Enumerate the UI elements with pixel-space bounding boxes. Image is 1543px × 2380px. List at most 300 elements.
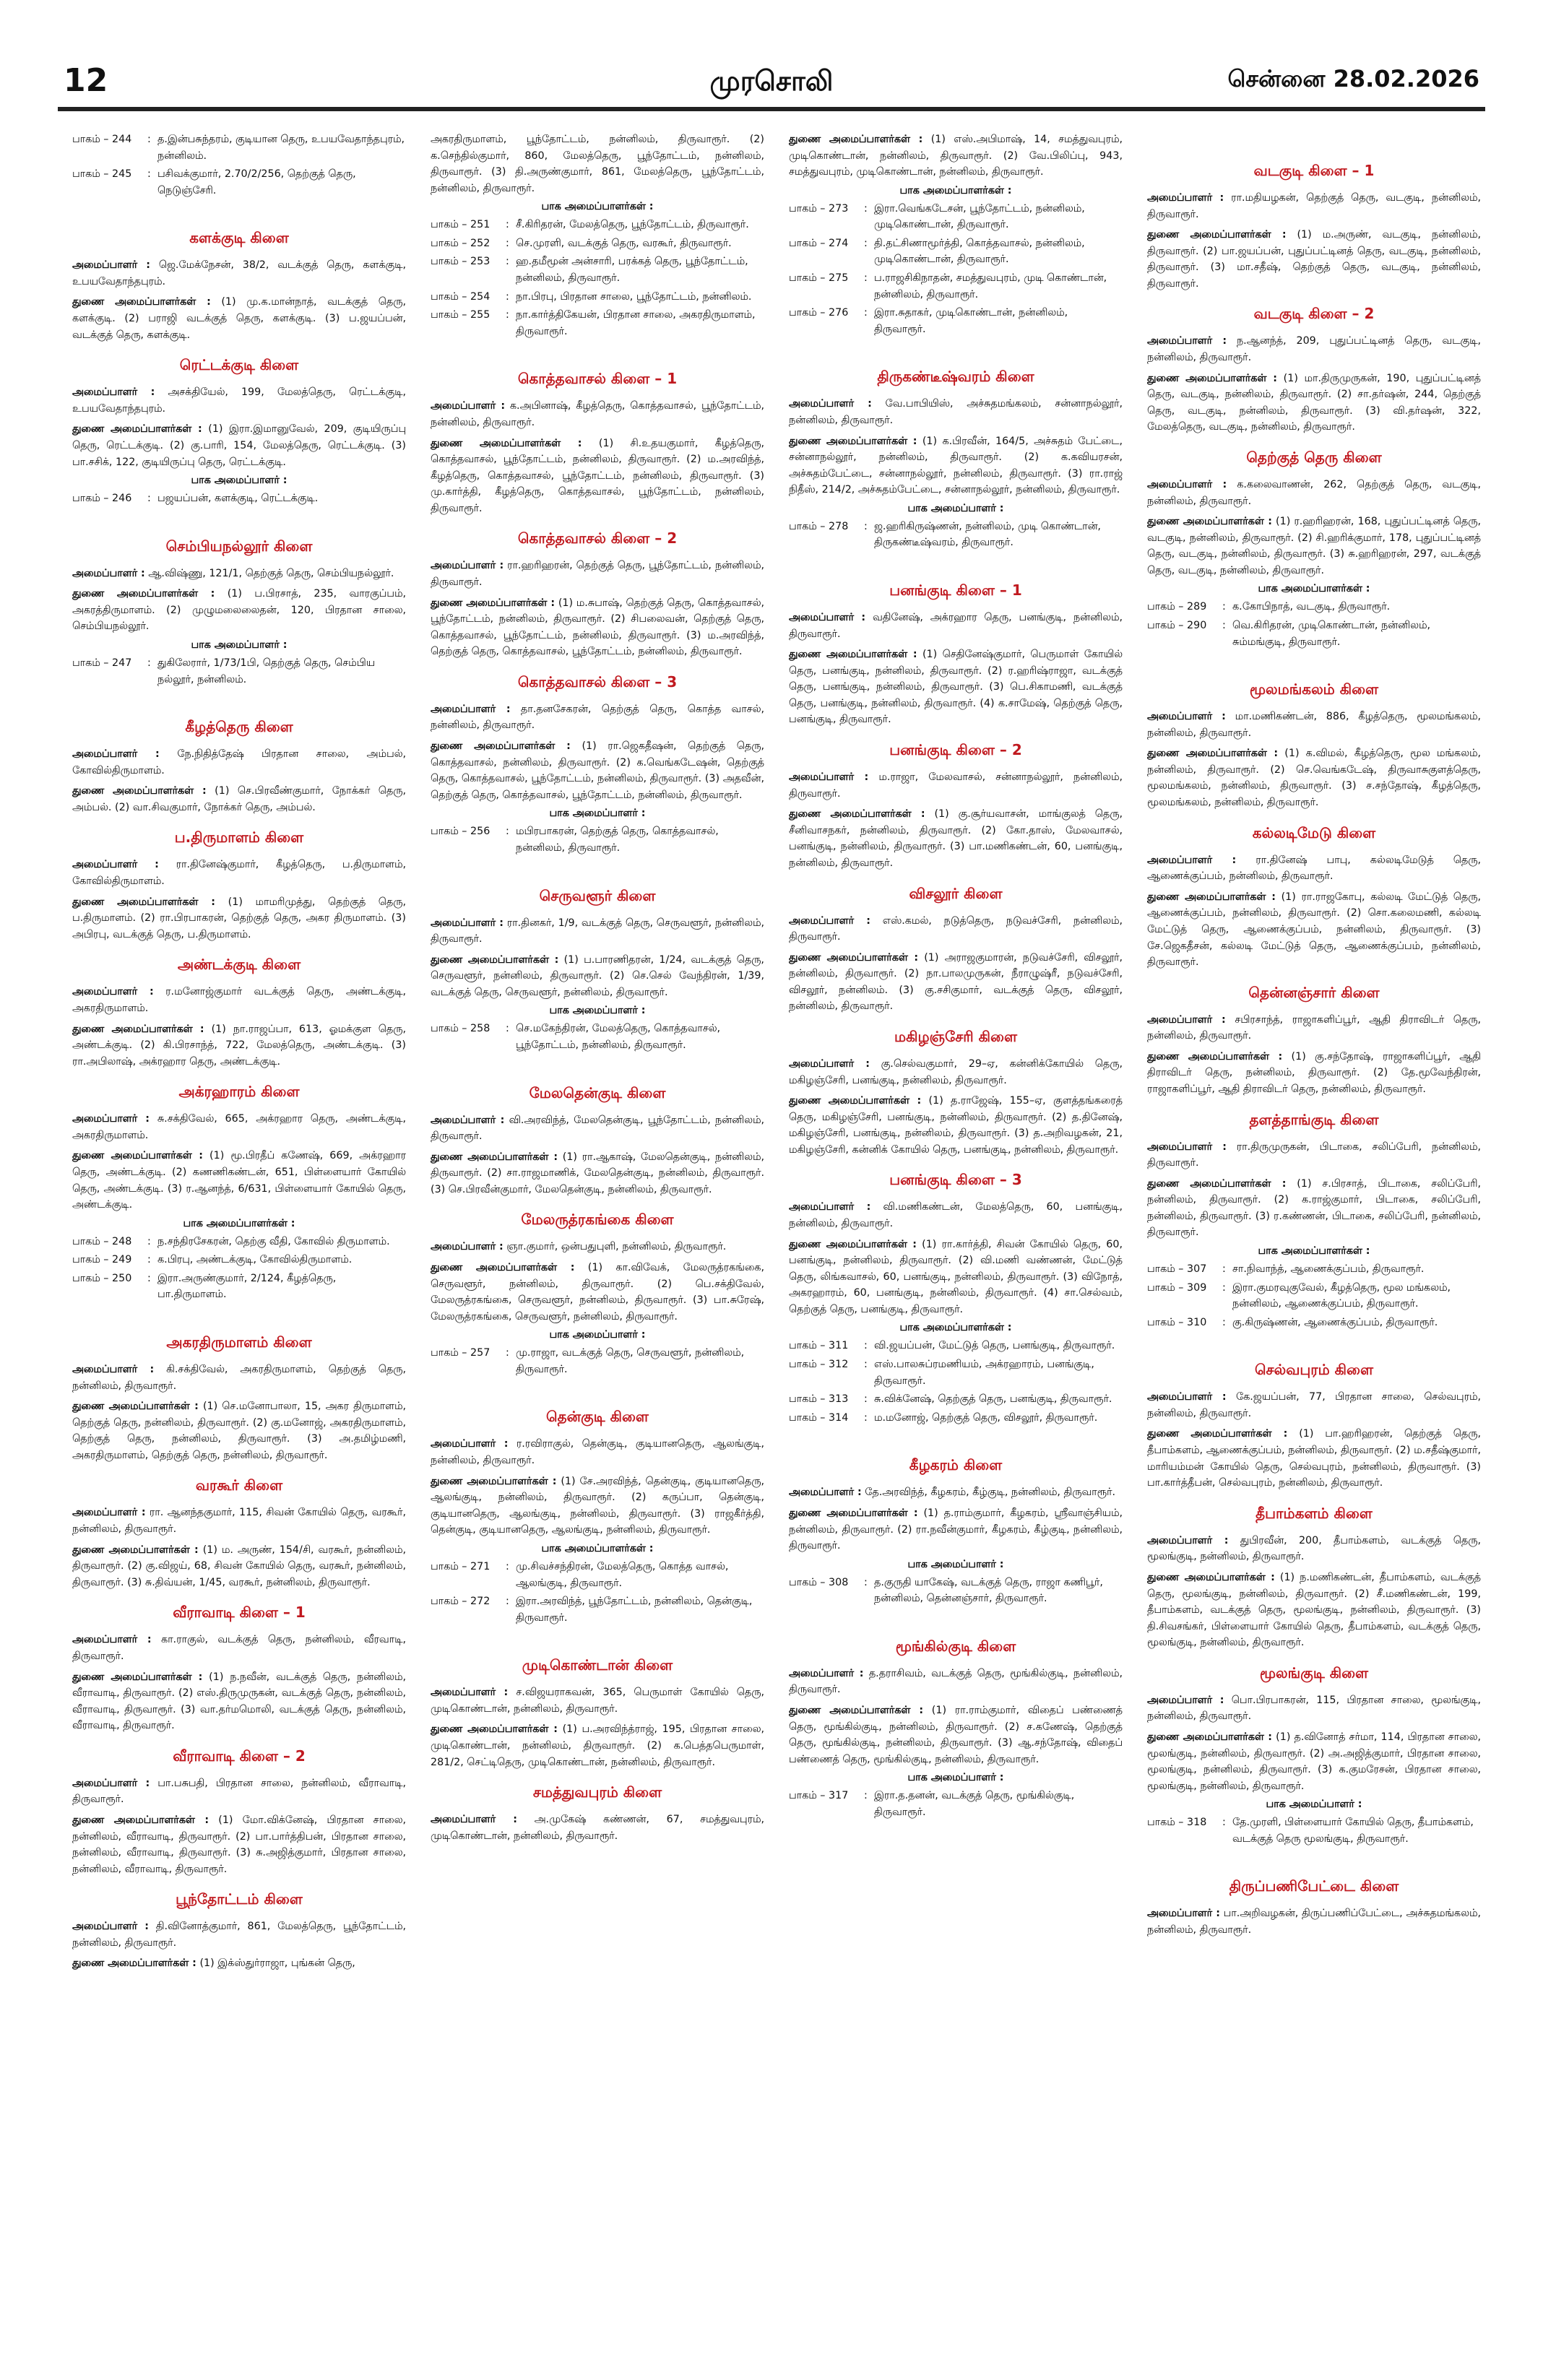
role-label: துணை அமைப்பாளர்கள் :	[431, 1723, 558, 1736]
booth-number: பாகம் – 308	[789, 1576, 849, 1588]
branch-section	[789, 1028, 1123, 1158]
role-label: அமைப்பாளர் :	[789, 611, 866, 623]
entry-text: (1) அராஜகுமாரன், நடுவச்சேரி, விசலூர், நன்னிலம், திருவாரூர். (2) நா.பாலமுருகன், நீராழுஷ்ரீ, நடுவச்சேரி, விசலூர், நன்னிலம். (3) கு.சசிகுமார், வடக்குத் தெரு, விசலூர், நன்னிலம், திருவாரூர்.	[789, 951, 1123, 1013]
separator: :	[864, 1340, 868, 1352]
branch-section	[72, 356, 406, 506]
office-bearer-entry	[431, 738, 764, 803]
entry-text: ரா.ஹரிஹரன், தெற்குத் தெரு, பூந்தோட்டம், நன்னிலம், திருவாரூர்.	[431, 560, 764, 588]
entry-text: கா.ராகுல், வடக்குத் தெரு, நன்னிலம், வீரவாடி, திருவாரூர்.	[72, 1634, 406, 1662]
booth-entry	[789, 201, 1123, 233]
booth-number: பாகம் – 254	[431, 290, 490, 303]
office-bearer-entry	[72, 1632, 406, 1664]
booth-number: பாகம் – 250	[72, 1272, 132, 1284]
booth-agent: இரா.அரவிந்த், பூந்தோட்டம், நன்னிலம், தென்குடி, திருவாரூர்.	[516, 1596, 753, 1624]
separator: :	[1222, 1281, 1226, 1294]
role-label: துணை அமைப்பாளர்கள் :	[789, 1238, 917, 1250]
booth-agent: வி.ஜயப்பன், மேட்டுத் தெரு, பனங்குடி, திருவாரூர்.	[874, 1340, 1115, 1352]
separator: :	[147, 134, 151, 145]
booth-number: பாகம் – 317	[789, 1790, 849, 1802]
sub-heading: பாக அமைப்பாளர் :	[549, 1329, 646, 1341]
branch-title: பனங்குடி கிளை – 1	[889, 581, 1022, 599]
branch-section	[72, 1333, 406, 1463]
entry-text: (1) கு.சந்தோஷ், ராஜாகளிப்பூர், ஆதி திராவிடர் தெரு, நன்னிலம், திருவாரூர். (2) தே.மூவேந்திரன், ராஜாகளிப்பூர், ஆதி திராவிடர் தெரு, நன்னிலம், திருவாரூர்.	[1147, 1050, 1481, 1095]
role-label: துணை அமைப்பாளர்கள் :	[1147, 1731, 1273, 1743]
separator: :	[506, 237, 509, 249]
role-label: அமைப்பாளர் :	[431, 1814, 517, 1826]
entry-text: (1) ப.அரவிந்த்ராஜ், 195, பிரதான சாலை, முடிகொண்டான், நன்னிலம், திருவாரூர். (2) க.பெத்தபெருமாள், 281/2, செட்டிதெரு, முடிகொண்டான், நன்னிலம், திருவாரூர்.	[431, 1723, 764, 1768]
booth-number: பாகம் – 278	[789, 520, 849, 532]
booth-agent: வெ.கிரிதரன், முடிகொண்டான், நன்னிலம், சும்மங்குடி, திருவாரூர்.	[1232, 619, 1431, 648]
separator: :	[864, 237, 868, 249]
branch-section	[431, 1084, 764, 1198]
entry-text: ர.ரவிராகுல், தென்குடி, குடியானதெரு, ஆலங்குடி, நன்னிலம், திருவாரூர்.	[431, 1438, 764, 1467]
office-bearer-entry	[1147, 477, 1481, 509]
office-bearer-entry	[1147, 1176, 1481, 1241]
office-bearer-entry	[789, 806, 1123, 871]
separator: :	[506, 309, 509, 321]
booth-entry	[789, 270, 1123, 303]
role-label: அமைப்பாளர் :	[789, 1667, 864, 1679]
entry-text: ச.விஜயராகவன், 365, பெருமாள் கோயில் தெரு, முடிகொண்டான், நன்னிலம், திருவாரூர்.	[431, 1687, 764, 1715]
booth-agent: செ.மகேந்திரன், மேலத்தெரு, கொத்தவாசல், பூந்தோட்டம், நன்னிலம், திருவாரூர்.	[516, 1023, 721, 1051]
office-bearer-entry	[789, 769, 1123, 802]
booth-agent: எஸ்.பாலசுப்ரமணியம், அக்ரஹாரம், பனங்குடி, திருவாரூர்.	[874, 1359, 1094, 1387]
entry-text: (1) ரா.ராம்குமார், விதைப் பண்ணைத் தெரு, மூங்கில்குடி, நன்னிலம், திருவாரூர். (2) ச.கணேஷ், தெற்குத் தெரு, மூங்கில்குடி, நன்னிலம், திருவாரூர். (3) ஆ.சந்தோஷ், விதைப் பண்ணைத் தெரு, மூங்கில்குடி, நன்னிலம், திருவாரூர்.	[789, 1705, 1123, 1765]
office-bearer-entry	[789, 1702, 1123, 1767]
separator: :	[147, 1272, 151, 1284]
booth-number: பாகம் – 245	[72, 168, 132, 181]
office-bearer-entry	[1147, 1012, 1481, 1044]
office-bearer-entry	[431, 1721, 764, 1770]
separator: :	[864, 1393, 868, 1406]
booth-number: பாகம் – 247	[72, 657, 132, 669]
role-label: அமைப்பாளர் :	[1147, 192, 1224, 204]
booth-number: பாகம் – 309	[1147, 1281, 1207, 1294]
role-label: அமைப்பாளர் :	[72, 567, 145, 579]
separator: :	[506, 256, 509, 268]
separator: :	[864, 1359, 868, 1371]
office-bearer-entry	[72, 894, 406, 943]
booth-entry	[431, 1021, 764, 1053]
office-bearer-entry	[72, 586, 406, 635]
branch-title: மூங்கில்குடி கிளை	[895, 1637, 1016, 1655]
entry-text: த.தராசிவம், வடக்குத் தெரு, மூங்கில்குடி, நன்னிலம், திருவாரூர்.	[789, 1667, 1123, 1696]
office-bearer-entry	[431, 1239, 764, 1255]
office-bearer-entry	[431, 398, 764, 430]
entry-text: சு.சக்திவேல், 665, அக்ரஹார தெரு, அண்டக்குடி, அகரதிருமாளம்.	[72, 1113, 406, 1141]
entry-text: (1) மு.க.மான்நாத், வடக்குத் தெரு, களக்குடி. (2) பராஜி வடக்குத் தெரு, களக்குடி. (3) ப.ஜயப்பன், வடக்குத் தெரு, களக்குடி.	[72, 296, 406, 341]
entry-text: ரா.தினேஷ் பாபு, கல்லடிமேடுத் தெரு, ஆணைக்குப்பம், நன்னிலம், திருவாரூர்.	[1147, 854, 1481, 883]
branch-title: பூந்தோட்டம் கிளை	[176, 1890, 303, 1908]
booth-entry	[1147, 1261, 1481, 1278]
branch-section	[1147, 1361, 1481, 1491]
branch-title: தளத்தாங்குடி கிளை	[1249, 1110, 1379, 1128]
branch-section	[789, 368, 1123, 551]
role-label: துணை அமைப்பாளர்கள் :	[1147, 372, 1278, 384]
branch-title: கொத்தவாசல் கிளை – 2	[517, 529, 678, 548]
role-label: துணை அமைப்பாளர்கள் :	[72, 1150, 203, 1162]
booth-entry	[431, 235, 764, 252]
booth-entry	[1147, 1280, 1481, 1312]
branch-section	[72, 718, 406, 815]
separator: :	[864, 307, 868, 319]
booth-number: பாகம் – 273	[789, 202, 849, 215]
booth-entry	[1147, 1315, 1481, 1331]
booth-entry	[789, 305, 1123, 337]
entry-text: ரா. ஆனந்தகுமார், 115, சிவன் கோயில் தெரு, வரகூர், நன்னிலம், திருவாரூர்.	[72, 1507, 406, 1536]
office-bearer-entry	[789, 1056, 1123, 1089]
separator: :	[147, 168, 151, 181]
booth-agent: இரா.த.தனன், வடக்குத் தெரு, மூங்கில்குடி, திருவாரூர்.	[874, 1790, 1075, 1818]
office-bearer-entry	[431, 1112, 764, 1145]
branch-section	[1147, 1505, 1481, 1651]
sub-heading: பாக அமைப்பாளர் :	[549, 808, 646, 820]
role-label: அமைப்பாளர் :	[789, 914, 870, 927]
booth-number: பாகம் – 244	[72, 134, 132, 145]
entry-text: (1) ச.பிரசாத், பிடாகை, சலிப்பேரி, நன்னிலம், திருவாரூர். (2) க.ராஜ்குமார், பிடாகை, சலிப்பேரி, நன்னிலம், திருவாரூர். (3) ர.கண்ணன், பிடாகை, சலிப்பேரி, நன்னிலம், திருவாரூர்.	[1147, 1177, 1481, 1239]
booth-entry	[789, 1575, 1123, 1607]
branch-title: அண்டக்குடி கிளை	[177, 956, 301, 974]
booth-entry	[789, 1410, 1123, 1427]
branch-section	[72, 1476, 406, 1591]
column-3	[789, 131, 1123, 2356]
role-label: துணை அமைப்பாளர்கள் :	[72, 896, 216, 908]
branch-title: மூலமங்கலம் கிளை	[1249, 680, 1379, 698]
role-label: துணை அமைப்பாளர்கள் :	[431, 1262, 575, 1274]
office-bearer-entry	[72, 257, 406, 290]
booth-entry	[1147, 1814, 1481, 1847]
entry-text: சபிரசாந்த், ராஜாகளிப்பூர், ஆதி திராவிடர் தெரு, நன்னிலம், திருவாரூர்.	[1147, 1013, 1481, 1042]
branch-section	[1147, 1111, 1481, 1331]
office-bearer-entry	[789, 1484, 1123, 1501]
branch-section	[72, 229, 406, 343]
branch-title: கொத்தவாசல் கிளை – 3	[517, 672, 678, 691]
entry-continuation: அகரதிருமாளம், பூந்தோட்டம், நன்னிலம், திருவாரூர். (2) க.செந்தில்குமார், 860, மேலத்தெரு, பூந்தோட்டம், நன்னிலம், திருவாரூர். (3) தி.அருண்குமார், 861, மேலத்தெரு, பூந்தோட்டம், நன்னிலம், திருவாரூர்.	[431, 134, 764, 194]
booth-entry	[72, 1271, 406, 1303]
entry-text: க.கலைவாணன், 262, தெற்குத் தெரு, வடகுடி, நன்னிலம், திருவாரூர்.	[1147, 478, 1481, 507]
booth-entry	[431, 217, 764, 233]
booth-number: பாகம் – 246	[72, 493, 132, 505]
branch-title: மேலருத்ரகங்கை கிளை	[521, 1211, 674, 1229]
branch-section	[789, 741, 1123, 871]
office-bearer-entry	[72, 1021, 406, 1070]
office-bearer-entry	[1147, 1533, 1481, 1565]
booth-agent: மபிரபாகரன், தெற்குத் தெரு, கொத்தவாசல், நன்னிலம், திருவாரூர்.	[516, 826, 719, 854]
office-bearer-entry	[1147, 1692, 1481, 1725]
role-label: துணை அமைப்பாளர்கள் :	[789, 1507, 918, 1519]
office-bearer-entry	[431, 1149, 764, 1198]
booth-entry	[72, 1252, 406, 1268]
role-label: துணை அமைப்பாளர்கள் :	[431, 953, 559, 966]
branch-section	[431, 1656, 764, 1770]
role-label: அமைப்பாளர் :	[1147, 1908, 1220, 1920]
booth-number: பாகம் – 275	[789, 272, 849, 285]
branch-title: தென்னஞ்சார் கிளை	[1248, 983, 1380, 1001]
separator: :	[506, 219, 509, 231]
separator: :	[506, 1596, 509, 1608]
entry-text: (1) ரா.ஆகாஷ், மேலதென்குடி, நன்னிலம், திருவாரூர். (2) சா.ராஜமாணிக், மேலதென்குடி, நன்னிலம், திருவாரூர். (3) செ.பிரவீன்குமார், மேலதென்குடி, நன்னிலம், திருவாரூர்.	[431, 1151, 764, 1195]
sub-heading: பாக அமைப்பாளர்கள் :	[899, 1322, 1012, 1334]
office-bearer-entry	[72, 294, 406, 343]
role-label: துணை அமைப்பாளர்கள் :	[789, 1705, 924, 1716]
office-bearer-entry	[72, 421, 406, 470]
office-bearer-entry	[789, 1237, 1123, 1318]
role-label: துணை அமைப்பாளர்கள் :	[789, 808, 925, 821]
entry-text: தி.வினோத்குமார், 861, மேலத்தெரு, பூந்தோட்டம், நன்னிலம், திருவாரூர்.	[72, 1921, 406, 1949]
role-label: அமைப்பாளர் :	[431, 1687, 509, 1699]
role-label: அமைப்பாளர் :	[1147, 1013, 1226, 1026]
office-bearer-entry	[1147, 889, 1481, 971]
role-label: அமைப்பாளர் :	[1147, 478, 1227, 490]
branch-title: மேலதென்குடி கிளை	[529, 1083, 666, 1102]
branch-title: செருவளூர் கிளை	[539, 886, 656, 904]
role-label: அமைப்பாளர் :	[72, 1777, 150, 1789]
entry-text: ர.மனோஜ்குமார் வடக்குத் தெரு, அண்டக்குடி, அகரதிருமாளம்.	[72, 986, 406, 1014]
branch-section	[789, 581, 1123, 728]
role-label: துணை அமைப்பாளர்கள் :	[72, 1671, 203, 1683]
branch-section	[431, 673, 764, 857]
booth-number: பாகம் – 307	[1147, 1263, 1207, 1276]
entry-text: அசக்தியேல், 199, மேலத்தெரு, ரெட்டக்குடி, உபயவேதாந்தபுரம்.	[72, 386, 406, 415]
role-label: அமைப்பாளர் :	[431, 1114, 505, 1126]
separator: :	[147, 1235, 151, 1247]
booth-entry	[72, 655, 406, 688]
branch-title: தீபாம்களம் கிளை	[1255, 1504, 1373, 1522]
booth-agent: பஜயப்பன், களக்குடி, ரெட்டக்குடி.	[157, 493, 319, 505]
branch-title: வீராவாடி கிளை – 1	[173, 1604, 306, 1622]
booth-number: பாகம் – 258	[431, 1023, 490, 1035]
role-label: துணை அமைப்பாளர்கள் :	[431, 597, 556, 609]
booth-entry	[72, 131, 406, 164]
role-label: அமைப்பாளர் :	[1147, 335, 1227, 347]
entry-text: பொ.பிரபாகரன், 115, பிரதான சாலை, மூலங்குடி, நன்னிலம், திருவாரூர்.	[1147, 1694, 1481, 1723]
booth-number: பாகம் – 310	[1147, 1316, 1207, 1328]
booth-agent: சீ.கிரிதரன், மேலத்தெரு, பூந்தோட்டம், திருவாரூர்.	[516, 219, 749, 231]
booth-entry	[789, 1391, 1123, 1408]
office-bearer-entry	[431, 1474, 764, 1539]
office-bearer-entry	[789, 646, 1123, 728]
office-bearer-entry	[1147, 371, 1481, 436]
entry-text: துபிரவீன், 200, தீபாம்களம், வடக்குத் தெரு, மூலங்குடி, நன்னிலம், திருவாரூர்.	[1147, 1534, 1481, 1563]
entry-text: (1) ப.பாரணிதரன், 1/24, வடக்குத் தெரு, செருவளூர், நன்னிலம், திருவாரூர். (2) செ.செல் வேந்திரன், 1/39, வடக்குத் தெரு, செருவளூர், நன்னிலம், திருவாரூர்.	[431, 953, 764, 998]
sub-heading: பாக அமைப்பாளர் :	[191, 639, 288, 651]
sub-heading: பாக அமைப்பாளர் :	[1266, 1799, 1362, 1811]
office-bearer-entry	[431, 1436, 764, 1468]
branch-title: மூலங்குடி கிளை	[1259, 1663, 1369, 1682]
branch-title: ரெட்டக்குடி கிளை	[179, 356, 299, 374]
booth-entry	[431, 289, 764, 306]
entry-text: கி.சக்திவேல், அகரதிருமாளம், தெற்குத் தெரு, நன்னிலம், திருவாரூர்.	[72, 1364, 406, 1392]
sub-heading: பாக அமைப்பாளர்கள் :	[541, 201, 654, 213]
branch-title: திருப்பணிபேட்டை கிளை	[1229, 1877, 1399, 1895]
role-label: அமைப்பாளர் :	[431, 917, 503, 929]
separator: :	[147, 657, 151, 669]
role-label: துணை அமைப்பாளர்கள் :	[1147, 1177, 1287, 1190]
column-4	[1147, 131, 1481, 2356]
booth-agent: செ.முரளி, வடக்குத் தெரு, வரகூர், திருவாரூர்.	[516, 237, 732, 249]
office-bearer-entry	[1147, 1426, 1481, 1491]
entry-text: (1) ம.அருண், வடகுடி, நன்னிலம், திருவாரூர். (2) பா.ஜயப்பன், புதுப்பட்டினத் தெரு, வடகுடி, நன்னிலம், திருவாரூர். (3) மா.சதீஷ், தெற்குத் தெரு, வடகுடி, நன்னிலம், திருவாரூர்.	[1147, 229, 1481, 290]
entry-text: (1) செ.மனோபாலா, 15, அகர திருமாளம், தெற்குத் தெரு, நன்னிலம், திருவாரூர். (2) கு.மனோஜ், அகரதிருமாளம், தெற்குத் தெரு, நன்னிலம், திருவாரூர். (3) அ.தமிழ்மணி, அகரதிருமாளம், தெற்குத் தெரு, நன்னிலம், திருவாரூர்.	[72, 1401, 406, 1461]
entry-text: (1) செ.பிரவீண்குமார், நோக்கர் தெரு, அம்பல். (2) வா.சிவகுமார், நோக்கர் தெரு, அம்பல்.	[72, 785, 406, 813]
booth-number: பாகம் – 276	[789, 307, 849, 319]
role-label: துணை அமைப்பாளர்கள் :	[1147, 891, 1276, 903]
entry-text: (1) ம.சுபாஷ், தெற்குத் தெரு, கொத்தவாசல், பூந்தோட்டம், நன்னிலம், திருவாரூர். (2) சிபலைவன், தெற்குத் தெரு, கொத்தவாசல், பூந்தோட்டம், நன்னிலம், திருவாரூர். (3) ம.அரவிந்த், தெற்குத் தெரு, கொத்தவாசல், பூந்தோட்டம், நன்னிலம், திருவாரூர்.	[431, 597, 764, 658]
branch-title: செம்பியநல்லூர் கிளை	[165, 537, 313, 555]
separator: :	[1222, 619, 1226, 631]
branch-title: தெற்குத் தெரு கிளை	[1246, 448, 1382, 466]
sub-heading: பாக அமைப்பாளர் :	[907, 1772, 1004, 1784]
branch-title: வீராவாடி கிளை – 2	[173, 1747, 306, 1765]
office-bearer-entry	[789, 950, 1123, 1015]
separator: :	[147, 1254, 151, 1266]
office-bearer-entry	[1147, 1139, 1481, 1172]
role-label: துணை அமைப்பாளர்கள் :	[431, 1151, 558, 1163]
masthead	[58, 62, 1485, 111]
branch-section	[1147, 824, 1481, 971]
branch-section	[789, 1456, 1123, 1606]
role-label: அமைப்பாளர் :	[1147, 1391, 1227, 1403]
entry-text: நே.நிதித்தேஷ் பிரதான சாலை, அம்பல், கோவில்திருமாளம்.	[72, 748, 406, 776]
booth-number: பாகம் – 257	[431, 1347, 490, 1359]
columns	[72, 131, 1481, 2356]
office-bearer-entry	[72, 857, 406, 889]
booth-entry	[431, 823, 764, 856]
role-label: அமைப்பாளர் :	[1147, 711, 1226, 723]
branch-title: பனங்குடி கிளை – 3	[889, 1171, 1022, 1189]
entry-text: ஆ.விஷ்ணு, 121/1, தெற்குத் தெரு, செம்பியநல்லூர்.	[148, 567, 394, 579]
branch-section	[72, 828, 406, 943]
booth-number: பாகம் – 251	[431, 219, 490, 231]
entry-text: (1) சே.அரவிந்த், தென்குடி, குடியானதெரு, ஆலங்குடி, நன்னிலம், திருவாரூர். (2) கருப்பா, தென்குடி, குடியானதெரு, ஆலங்குடி, நன்னிலம், திருவாரூர். (3) ராஜகீர்த்தி, தென்குடி, குடியானதெரு, ஆலங்குடி, நன்னிலம், திருவாரூர்.	[431, 1475, 764, 1536]
entry-text: பா.பசுபதி, பிரதான சாலை, நன்னிலம், வீராவாடி, திருவாரூர்.	[72, 1777, 406, 1806]
entry-text: ரா.திருமுருகன், பிடாகை, சலிப்பேரி, நன்னிலம், திருவாரூர்.	[1147, 1141, 1481, 1169]
place-date: சென்னை 28.02.2026	[1227, 65, 1479, 92]
role-label: துணை அமைப்பாளர்கள் :	[789, 134, 923, 145]
role-label: அமைப்பாளர் :	[72, 1364, 155, 1376]
booth-agent: இரா.குமரவுகுவேல், கீழத்தெரு, மூல மங்கலம், நன்னிலம், ஆணைக்குப்பம், திருவாரூர்.	[1232, 1281, 1451, 1310]
office-bearer-entry	[72, 1148, 406, 1213]
office-bearer-entry	[1147, 1570, 1481, 1651]
booth-entry	[431, 1559, 764, 1591]
booth-number: பாகம் – 313	[789, 1393, 849, 1406]
office-bearer-entry	[1147, 1389, 1481, 1421]
entry-text: (1) த.வினோத் சர்மா, 114, பிரதான சாலை, மூலங்குடி, நன்னிலம், திருவாரூர். (2) அ.அஜித்குமார், பிரதான சாலை, மூலங்குடி, நன்னிலம், திருவாரூர். (3) க.குமரேசன், பிரதான சாலை, மூலங்குடி, நன்னிலம், திருவாரூர்.	[1147, 1731, 1481, 1792]
booth-agent: ந.சந்திரசேகரன், தெற்கு வீதி, கோவில் திருமாளம்.	[157, 1235, 390, 1247]
separator: :	[506, 826, 509, 838]
office-bearer-entry	[431, 1260, 764, 1325]
branch-title: கொத்தவாசல் கிளை – 1	[517, 370, 678, 388]
sub-heading: பாக அமைப்பாளர் :	[907, 1558, 1004, 1570]
office-bearer-entry	[431, 701, 764, 734]
branch-title: திருகண்டீஷ்வரம் கிளை	[877, 368, 1034, 386]
branch-section	[789, 131, 1123, 337]
separator: :	[1222, 1817, 1226, 1829]
role-label: அமைப்பாளர் :	[431, 1438, 509, 1450]
branch-section	[1147, 1664, 1481, 1848]
separator: :	[864, 520, 868, 532]
branch-section	[1147, 162, 1481, 292]
entry-text: ஞா.குமார், ஒன்பதுபுளி, நன்னிலம், திருவாரூர்.	[506, 1241, 727, 1253]
booth-agent: மு.சிவச்சந்திரன், மேலத்தெரு, கொத்த வாசல், ஆலங்குடி, திருவாரூர்.	[516, 1560, 729, 1589]
role-label: துணை அமைப்பாளர்கள் :	[1147, 516, 1272, 528]
separator: :	[864, 202, 868, 215]
entry-text: (1) பா.ஹரிஹரன், தெற்குத் தெரு, தீபாம்களம், ஆணைக்குப்பம், நன்னிலம், திருவாரூர். (2) ம.சதீஷ்குமார், மாரியம்மன் கோயில் தெரு, செல்வபுரம், நன்னிலம், திருவாரூர். (3) பா.கார்த்தீபன், செல்வபுரம், நன்னிலம், திருவாரூர்.	[1147, 1428, 1481, 1489]
booth-number: பாகம் – 252	[431, 237, 490, 249]
booth-number: பாகம் – 253	[431, 256, 490, 268]
office-bearer-entry	[72, 1398, 406, 1463]
office-bearer-entry	[72, 984, 406, 1016]
role-label: அமைப்பாளர் :	[789, 398, 872, 410]
branch-title: மகிழஞ்சேரி கிளை	[894, 1027, 1018, 1045]
branch-section	[789, 1637, 1123, 1821]
separator: :	[864, 1790, 868, 1802]
booth-entry	[72, 166, 406, 199]
role-label: துணை அமைப்பாளர்கள் :	[72, 1023, 204, 1035]
role-label: அமைப்பாளர் :	[72, 1113, 150, 1125]
branch-section	[1147, 305, 1481, 435]
role-label: துணை அமைப்பாளர்கள் :	[72, 1401, 199, 1413]
entry-text: பா.அறிவழகன், திருப்பணிப்பேட்டை, அச்சுதமங்கலம், நன்னிலம், திருவாரூர்.	[1147, 1908, 1481, 1937]
role-label: அமைப்பாளர் :	[1147, 854, 1237, 866]
booth-entry	[789, 1356, 1123, 1389]
entry-text: (1) கா.விவேக், மேலருத்ரகங்கை, செருவளூர், நன்னிலம், திருவாரூர். (2) பெ.சக்திவேல், மேலருத்ரகங்கை, செருவளூர், நன்னிலம், திருவாரூர். (3) பா.சுரேஷ், மேலருத்ரகங்கை, செருவளூர், நன்னிலம், திருவாரூர்.	[431, 1262, 764, 1323]
office-bearer-entry	[789, 433, 1123, 498]
office-bearer-entry	[1147, 514, 1481, 579]
branch-title: களக்குடி கிளை	[189, 229, 289, 247]
separator: :	[506, 1347, 509, 1359]
booth-agent: த.இன்பசுந்தரம், குடியான தெரு, உபயவேதாந்தபுரம், நன்னிலம்.	[157, 134, 405, 162]
branch-section	[431, 370, 764, 516]
office-bearer-entry	[72, 384, 406, 417]
sub-heading: பாக அமைப்பாளர்கள் :	[183, 1217, 295, 1229]
branch-title: வடகுடி கிளை – 2	[1253, 305, 1375, 323]
office-bearer-entry	[431, 558, 764, 590]
separator: :	[864, 272, 868, 285]
role-label: துணை அமைப்பாளர்கள் :	[1147, 1571, 1275, 1583]
office-bearer-entry	[72, 746, 406, 779]
role-label: அமைப்பாளர் :	[431, 703, 511, 715]
booth-entry	[789, 1788, 1123, 1820]
booth-agent: மு.ராஜா, வடக்குத் தெரு, செருவளூர், நன்னிலம், திருவாரூர்.	[516, 1347, 745, 1375]
branch-title: வடகுடி கிளை – 1	[1253, 162, 1375, 179]
booth-agent: நா.கார்த்திகேயன், பிரதான சாலை, அகரதிருமாளம், திருவாரூர்.	[516, 309, 756, 337]
booth-number: பாகம் – 274	[789, 237, 849, 249]
role-label: துணை அமைப்பாளர்கள் :	[431, 1475, 557, 1487]
entry-text: (1) ம. அருண், 154/சி, வரகூர், நன்னிலம், திருவாரூர். (2) கு.விஜய், 68, சிவன் கோயில் தெரு, வரகூர், நன்னிலம், திருவாரூர். (3) சு.திவ்யன், 1/45, வரகூர், நன்னிலம், திருவாரூர்.	[72, 1544, 406, 1588]
booth-number: பாகம் – 312	[789, 1359, 849, 1371]
role-label: துணை அமைப்பாளர்கள் :	[789, 1095, 922, 1107]
booth-agent: இரா.அருண்குமார், 2/124, கீழத்தெரு, பா.திருமாளம்.	[157, 1272, 337, 1301]
booth-entry	[431, 1593, 764, 1626]
entry-text: தா.தனசேகரன், தெற்குத் தெரு, கொத்த வாசல், நன்னிலம், திருவாரூர்.	[431, 703, 764, 732]
booth-entry	[789, 235, 1123, 268]
booth-number: பாகம் – 271	[431, 1560, 490, 1572]
office-bearer-entry	[789, 1199, 1123, 1232]
entry-text: கு.செல்வகுமார், 29–ஏ, கன்னிக்கோயில் தெரு, மகிழஞ்சேரி, பனங்குடி, நன்னிலம், திருவாரூர்.	[789, 1057, 1123, 1086]
branch-section	[1147, 449, 1481, 650]
role-label: அமைப்பாளர் :	[431, 560, 504, 572]
entry-text: மா.மணிகண்டன், 886, கீழத்தெரு, மூலமங்கலம், நன்னிலம், திருவாரூர்.	[1147, 711, 1481, 739]
booth-agent: பசிவக்குமார், 2.70/2/256, தெற்குத் தெரு, நெடுஞ்சேரி.	[157, 168, 356, 196]
role-label: அமைப்பாளர் :	[789, 1201, 871, 1213]
booth-agent: சா.நிவாந்த், ஆணைக்குப்பம், திருவாரூர்.	[1232, 1263, 1425, 1276]
entry-text: (1) ந.நவீன், வடக்குத் தெரு, நன்னிலம், வீராவாடி, திருவாரூர். (2) எஸ்.திருமுருகன், வடக்குத் தெரு, நன்னிலம், வீராவாடி, திருவாரூர். (3) வா.தர்மமொலி, வடக்குத் தெரு, நன்னிலம், வீராவாடி, திருவாரூர்.	[72, 1671, 406, 1732]
booth-agent: இரா.சுதாகர், முடிகொண்டான், நன்னிலம், திருவாரூர்.	[874, 307, 1068, 335]
role-label: அமைப்பாளர் :	[1147, 1694, 1224, 1706]
separator: :	[506, 1560, 509, 1572]
office-bearer-entry	[431, 595, 764, 660]
